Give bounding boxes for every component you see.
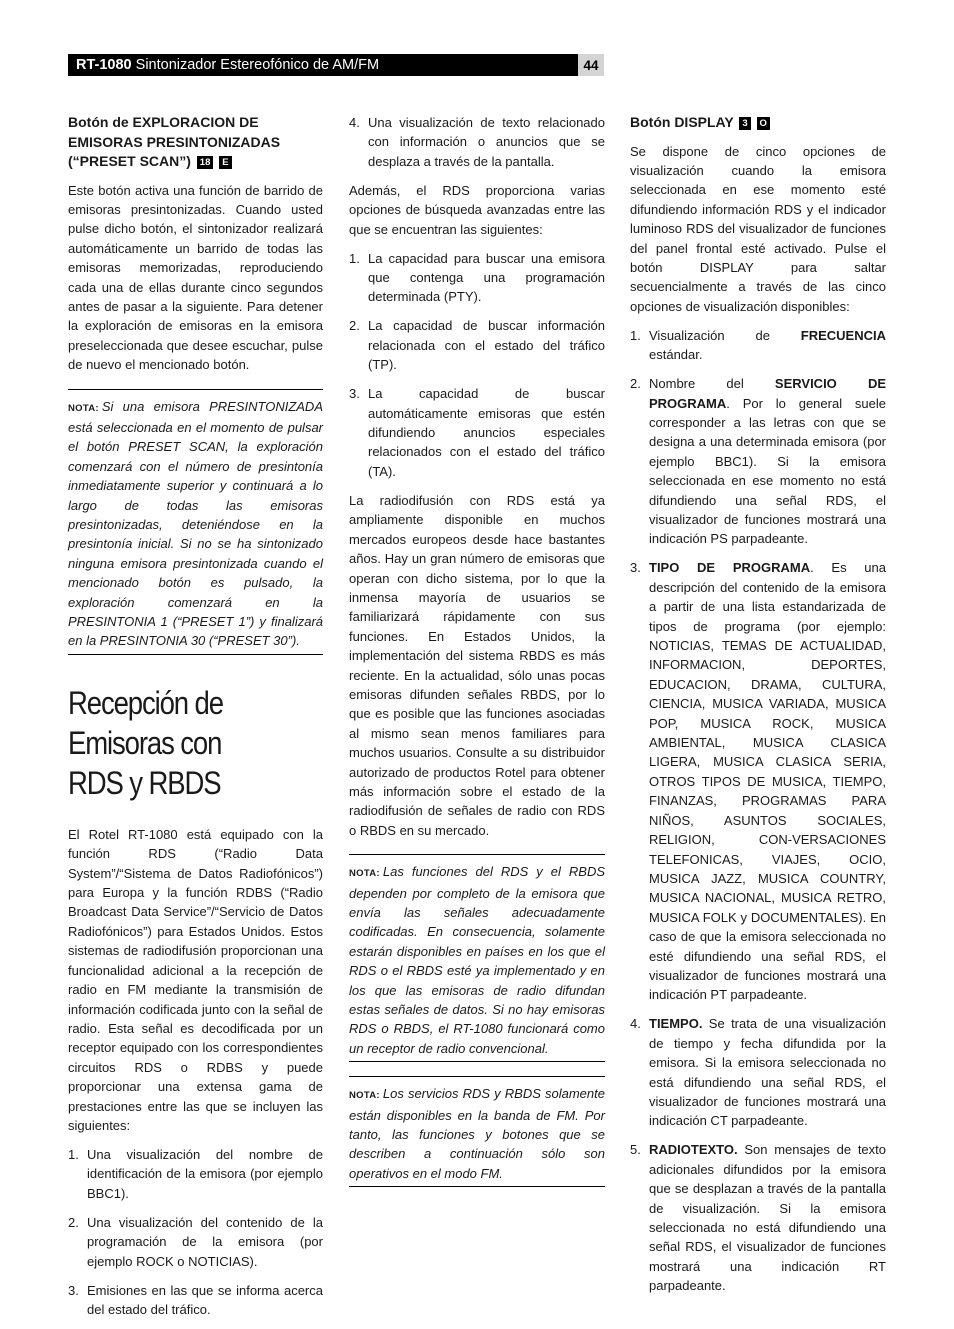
list-text: Visualización de: [649, 327, 801, 343]
header-bar: [68, 54, 578, 76]
list-number: 2.: [68, 1214, 79, 1230]
list-number: 4.: [630, 1016, 641, 1032]
list-bold: RADIOTEXTO.: [649, 1142, 738, 1158]
list-text: Se trata de una visualización de tiempo y fecha difundida por la emisora. Si la emisora seleccionada no está difundiendo una señal RDS, el visualizador de funciones mostrará una indicación CT parpadeante.: [649, 1016, 886, 1129]
list-number: 4.: [349, 115, 360, 130]
list-item: [630, 326, 886, 365]
display-heading-text: Botón DISPLAY: [630, 114, 734, 130]
list-text: . Por lo general suele corresponder a las letras con que se designa a una determinada emisora (por ejemplo BBC1). Si la emisora seleccionada en ese momento no está difundiendo una señal RDS, el visualizador de funciones mostrará una indicación PS parpadeante.: [649, 395, 886, 547]
rds-intro-text: El Rotel RT-1080 está equipado con la función RDS (“Radio Data System”/“Sistema de Datos Radiofónicos”) para Europa y la función RDBS (“Radio Broadcast Data Service”/“Servicio de Datos Radiofónicos”) para Estados Unidos. Estos sistemas de radiodifusión proporcionan una funcionalidad adicional a la recepción de radio en FM mediante la transmisión de información codificada junto con la señal de radio. Esta señal es decodificada por un receptor equipado con los correspondientes circuitos RDS o RDBS y puede proporcionar una extensa gama de prestaciones entre las que se incluyen las siguientes:: [68, 826, 323, 1133]
list-item: [630, 374, 886, 549]
list-number: 1.: [349, 250, 360, 266]
note-text: Los servicios RDS y RBDS solamente están disponibles en la banda de FM. Por tanto, las funciones y botones que se describen a continuación sólo son operativos en el modo FM.: [349, 1086, 605, 1181]
list-text: Una visualización del contenido de la programación de la emisora (por ejemplo ROCK o NOTICIAS).: [87, 1214, 323, 1269]
list-bold: TIEMPO.: [649, 1016, 703, 1032]
list-item: [349, 384, 605, 481]
list-text: Nombre del: [649, 376, 775, 392]
list-item: [68, 1213, 323, 1271]
search-options-list: [349, 249, 605, 482]
rds-features-list-cont: [349, 113, 605, 171]
column-right: [630, 113, 886, 1305]
list-number: 3.: [630, 560, 641, 576]
list-item: [630, 1140, 886, 1295]
list-text: La capacidad para buscar una emisora que contenga una programación determinada (PTY).: [368, 250, 605, 305]
rds-features-list: [68, 1145, 323, 1319]
list-item: [630, 558, 886, 1004]
list-number: 3.: [349, 386, 360, 402]
list-number: 2.: [630, 376, 641, 392]
list-number: 1.: [68, 1146, 79, 1162]
list-text: Son mensajes de texto adicionales difundidos por la emisora que se desplazan a través de la pantalla de visualización. Si la emisora seleccionada no está difundiendo una señal RDS, el visualizador de funciones mostrará una indicación RT parpadeante.: [649, 1142, 886, 1294]
list-number: 1.: [630, 327, 641, 343]
preset-scan-heading-text: Botón de EXPLORACION DE EMISORAS PRESINTONIZADAS (“PRESET SCAN”): [68, 114, 281, 169]
list-item: [68, 1281, 323, 1320]
column-middle: [349, 113, 605, 1199]
note-fm-only: [349, 1076, 605, 1187]
list-item: [349, 113, 605, 171]
section-title: [68, 683, 326, 803]
display-text: Se dispone de cinco opciones de visualización cuando la emisora seleccionada en ese momento esté difundiendo información RDS y el indicador luminoso RDS del visualizador de funciones del panel frontal esté activado. Pulse el botón DISPLAY para saltar secuencialmente a través de las cinco opciones de visualización disponibles:: [630, 143, 886, 314]
note-label: NOTA:: [68, 402, 99, 414]
header-model: RT-1080: [76, 57, 132, 73]
display-options-list: [630, 326, 886, 1296]
list-item: [349, 249, 605, 307]
rds-availability-text: La radiodifusión con RDS está ya ampliamente disponible en muchos mercados europeos desde hace bastantes años. Hay un gran número de emisoras que operan con dicho sistema, por lo que la inmensa mayoría de usuarios se familiarizará rápidamente con sus funciones. En Estados Unidos, la implementación del sistema RBDS es más reciente. En la actualidad, sólo unas pocas emisoras difunden señales RBDS, por lo que es posible que las funciones asociadas al mismo sean menos familiares para muchos usuarios. Consulte a su distribuidor autorizado de productos Rotel para obtener más información sobre el estado de la radiodifusión de señales de radio con RDS o RBDS en su mercado.: [349, 492, 605, 838]
section-title-line1: Recepción de Emisoras con: [68, 684, 223, 761]
note-rds-dependence: [349, 854, 605, 1062]
advanced-search-text: Además, el RDS proporciona varias opciones de búsqueda avanzadas entre las que se encuentran las siguientes:: [349, 182, 605, 237]
list-text: La capacidad de buscar automáticamente emisoras que estén difundiendo anuncios especiales relacionados con el estado del tráfico (TA).: [368, 386, 605, 479]
list-text: La capacidad de buscar información relacionada con el estado del tráfico (TP).: [368, 318, 605, 373]
list-text: estándar.: [649, 347, 703, 363]
note-preset-scan: [68, 389, 323, 655]
remote-ref-tag: E: [219, 156, 231, 169]
display-heading: [630, 113, 886, 133]
list-item: [630, 1014, 886, 1130]
note-text: Las funciones del RDS y el RBDS dependen por completo de la emisora que envía las señales adecuadamente codificadas. En consecuencia, solamente estarán disponibles en países en los que el RDS o el RBDS esté ya implementado y en los que las emisoras de radio difundan estas señales de datos. Si no hay emisoras RDS o RBDS, el RT-1080 funcionará como un receptor de radio convencional.: [349, 864, 605, 1056]
list-text: Una visualización del nombre de identificación de la emisora (por ejemplo BBC1).: [87, 1146, 323, 1201]
remote-ref-tag: O: [757, 117, 770, 130]
list-text: Una visualización de texto relacionado con información o anuncios que se desplaza a través de la pantalla.: [368, 115, 605, 169]
header-title: Sintonizador Estereofónico de AM/FM: [135, 57, 380, 73]
list-item: [349, 316, 605, 374]
preset-scan-heading: [68, 113, 323, 172]
list-item: [68, 1145, 323, 1203]
list-number: 2.: [349, 318, 360, 334]
list-number: 3.: [68, 1282, 79, 1298]
preset-scan-text: Este botón activa una función de barrido de emisoras presintonizadas. Cuando usted pulse dicho botón, el sintonizador realizará automáticamente un barrido de todas las emisoras memorizadas, reproduciendo cada una de ellas durante cinco segundos antes de pasar a la siguiente. Para detener la exploración de emisoras en la emisora preseleccionada que desee escuchar, pulse de nuevo el mencionado botón.: [68, 182, 323, 373]
button-ref-tag: 18: [197, 156, 214, 169]
note-text: Si una emisora PRESINTONIZADA está seleccionada en el momento de pulsar el botón PRESET SCAN, la exploración comenzará con el número de presintonía inmediatamente superior y continuará a lo largo de todas las emisoras presintonizadas, deteniéndose en la presintonía inicial. Si no se ha sintonizado ninguna emisora presintonizada cuando el mencionado botón es pulsado, la exploración comenzará en la PRESINTONIA 1 (“PRESET 1”) y finalizará en la PRESINTONIA 30 (“PRESET 30”).: [68, 398, 323, 649]
button-ref-tag: 3: [739, 117, 750, 130]
page-number: 44: [578, 54, 604, 76]
list-text: Emisiones en las que se informa acerca del estado del tráfico.: [87, 1282, 323, 1317]
list-bold: SERVICIO DE PROGRAMA: [649, 376, 887, 411]
list-text: . Es una descripción del contenido de la emisora a partir de una lista estandarizada de tipos de programa (por ejemplo: NOTICIAS, TEMAS DE ACTUALIDAD, INFORMACION, DEPORTES, EDUCACION, DRAMA, CULTURA, CIENCIA, MUSICA VARIADA, MUSICA POP, MUSICA ROCK, MUSICA AMBIENTAL, MUSICA CLASICA LIGERA, MUSICA CLASICA SERIA, OTROS TIPOS DE MUSICA, TIEMPO, FINANZAS, PROGRAMAS PARA NIÑOS, ASUNTOS SOCIALES, RELIGION, CON-VERSACIONES TELEFONICAS, VIAJES, OCIO, MUSICA JAZZ, MUSICA COUNTRY, MUSICA NACIONAL, MUSICA RETRO, MUSICA FOLK y DOCUMENTALES). En caso de que la emisora seleccionada no esté difundiendo una señal RDS, el visualizador de funciones mostrará una indicación PT parpadeante.: [649, 560, 886, 1003]
list-bold: FRECUENCIA: [800, 327, 886, 343]
section-title-line2: RDS y RBDS: [68, 764, 221, 801]
list-bold: TIPO DE PROGRAMA: [649, 560, 811, 576]
note-label: NOTA:: [349, 1090, 380, 1102]
note-label: NOTA:: [349, 868, 380, 880]
list-number: 5.: [630, 1142, 641, 1158]
column-left: [68, 113, 323, 1329]
